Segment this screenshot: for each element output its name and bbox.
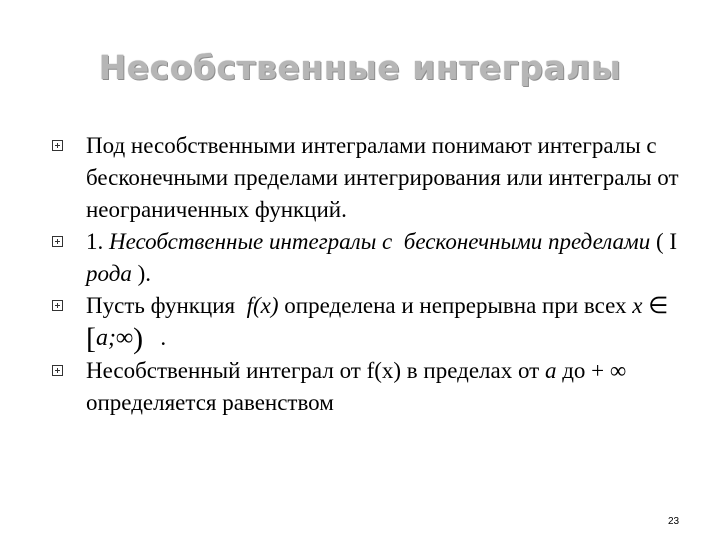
bullet-text: ).	[137, 261, 152, 286]
bullet-number: 1.	[86, 229, 104, 254]
slide-title: Несобственные интегралы	[98, 48, 622, 87]
square-bullet-icon	[52, 300, 63, 311]
bullet-text: Несобственный интеграл от f(x) в пределах от	[86, 358, 540, 383]
right-paren: )	[133, 322, 144, 355]
left-bracket: [	[86, 322, 96, 355]
variable-a: a	[544, 358, 557, 383]
page-number: 23	[668, 516, 680, 527]
bullet-text: определена и непрерывна при всех	[284, 293, 627, 318]
list-item	[50, 355, 680, 419]
list-item	[50, 130, 680, 226]
bullet-italic-text: Несобственные интегралы с	[109, 229, 393, 254]
list-item	[50, 290, 680, 355]
variable-x: x	[632, 293, 643, 318]
function-notation: f(x)	[246, 293, 279, 318]
bullet-italic-text: бесконечными пределами	[403, 229, 651, 254]
list-item	[50, 226, 680, 290]
square-bullet-icon	[52, 236, 63, 247]
bullet-text: Под несобственными интегралами понимают интегралы с бесконечными пределами интегрирования или интегралы от неограниченных функций.	[86, 133, 679, 222]
bullet-text: до + ∞ определяется равенством	[86, 358, 627, 415]
interval: a;∞	[96, 325, 134, 351]
bullet-italic-text: рода	[86, 261, 132, 286]
bullet-list	[50, 130, 680, 419]
bullet-text: ( I	[655, 229, 678, 254]
square-bullet-icon	[52, 365, 63, 376]
bullet-text: Пусть функция	[86, 293, 236, 318]
element-of-symbol: ∈	[648, 293, 669, 318]
bullet-text: .	[160, 325, 167, 350]
square-bullet-icon	[52, 140, 63, 151]
